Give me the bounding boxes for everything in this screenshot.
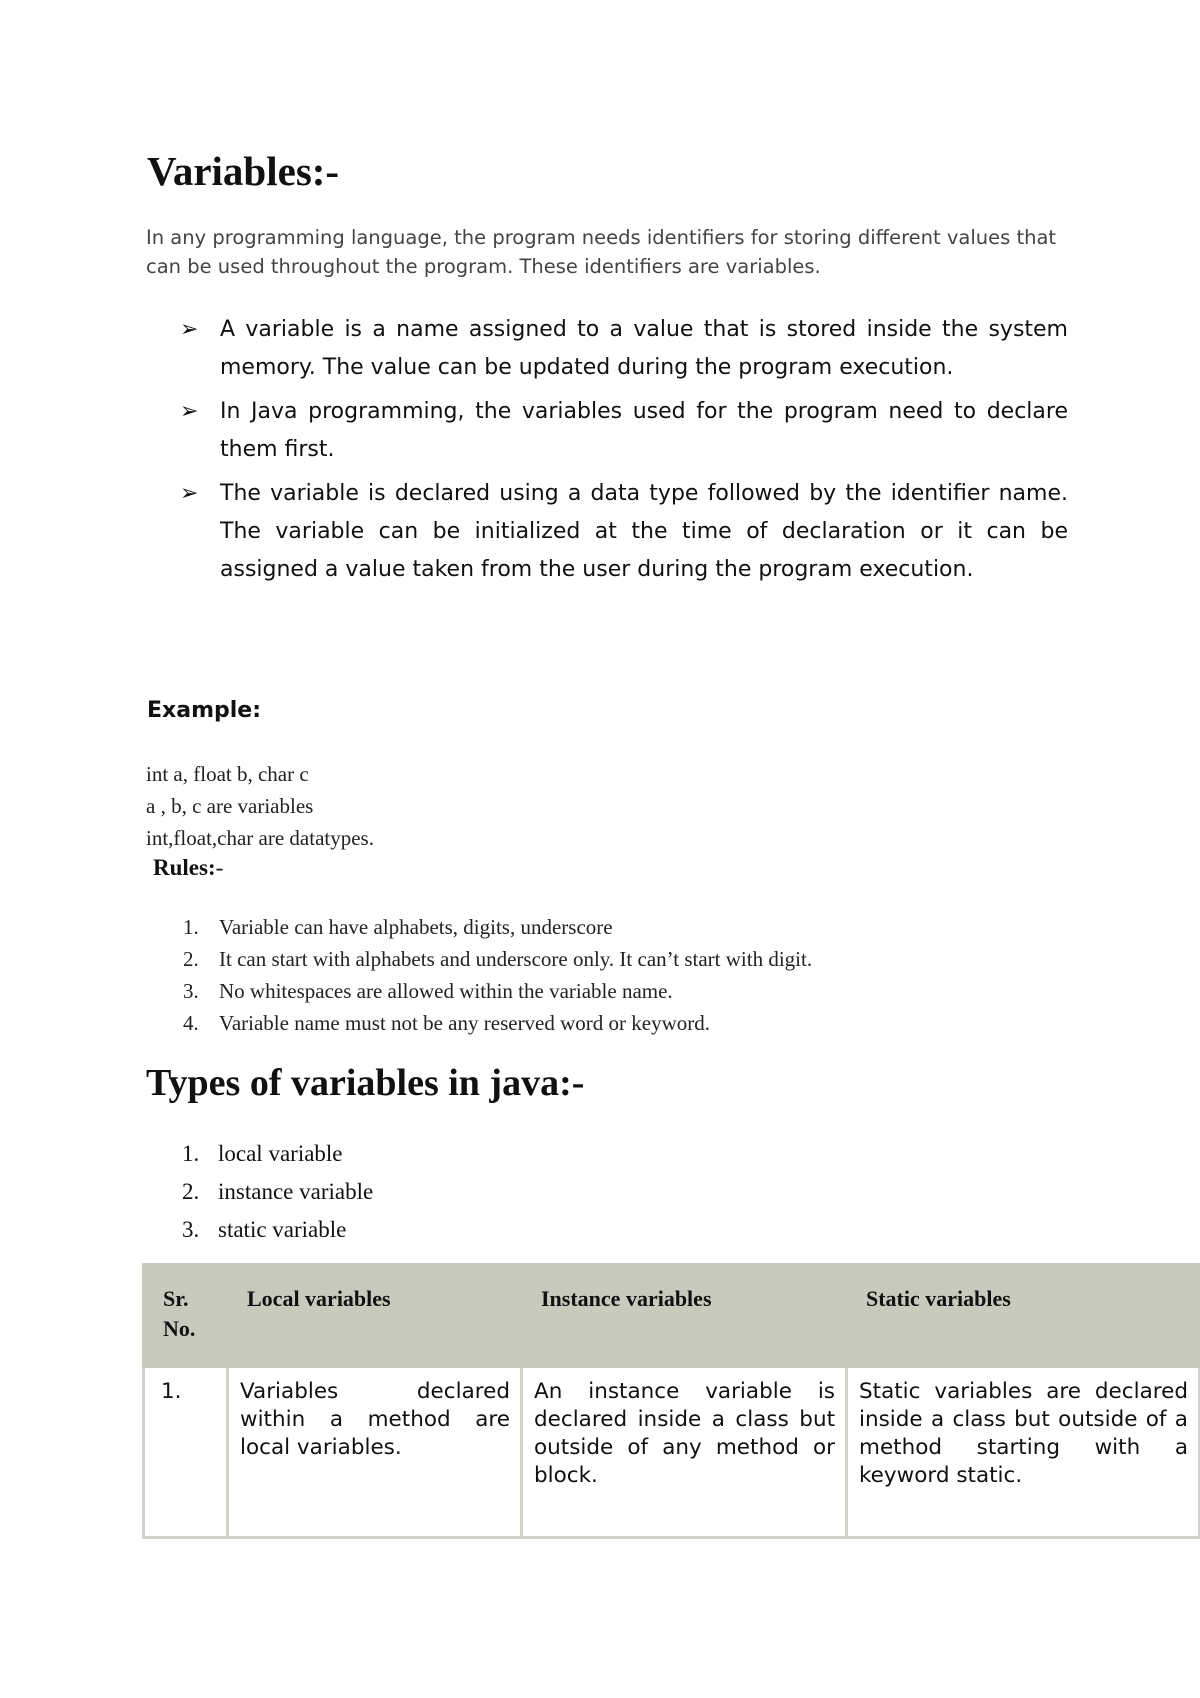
- type-item: 2. instance variable: [182, 1179, 374, 1204]
- rule-item: 1. Variable can have alphabets, digits, underscore: [183, 915, 613, 939]
- table-cell: An instance variable is declared inside a class but outside of any method or block.: [522, 1367, 847, 1538]
- type-item: 1. local variable: [182, 1141, 343, 1166]
- page-title: Variables:-: [147, 148, 340, 194]
- bullet-item: [180, 311, 1068, 387]
- table-header-cell: Static variables: [847, 1265, 1200, 1367]
- example-line: a , b, c are variables: [146, 794, 314, 818]
- table-header-cell: Instance variables: [522, 1265, 847, 1367]
- arrow-bullet-icon: ➢: [180, 317, 199, 342]
- arrow-bullet-icon: ➢: [180, 481, 199, 506]
- table-header-row: [144, 1265, 1200, 1367]
- bullet-text: In Java programming, the variables used for the program need to declare them first.: [220, 399, 1068, 462]
- type-text: local variable: [218, 1141, 343, 1166]
- bullet-item: [180, 393, 1068, 469]
- table-cell: Static variables are declared inside a class but outside of a method starting with a keyword static.: [847, 1367, 1200, 1538]
- example-heading: Example:: [147, 698, 261, 723]
- example-line: int,float,char are datatypes.: [146, 826, 374, 850]
- table-cell: Variables declared within a method are local variables.: [228, 1367, 522, 1538]
- types-list: [182, 1135, 373, 1249]
- type-text: instance variable: [218, 1179, 374, 1204]
- rule-item: 4. Variable name must not be any reserved word or keyword.: [183, 1011, 711, 1035]
- variables-comparison-table: [142, 1263, 1200, 1539]
- bullet-text: The variable is declared using a data type followed by the identifier name. The variable can be initialized at the time of declaration or it can be assigned a value taken from the user during the program execution.: [220, 481, 1068, 582]
- rules-heading-dash: -: [215, 855, 224, 880]
- example-block: [146, 758, 374, 854]
- types-heading: Types of variables in java:-: [146, 1062, 585, 1104]
- rules-list: [183, 911, 812, 1039]
- arrow-bullet-icon: ➢: [180, 399, 199, 424]
- table-header-cell: Sr. No.: [144, 1265, 228, 1367]
- type-text: static variable: [218, 1217, 347, 1242]
- rules-heading-text: Rules:: [153, 855, 216, 880]
- example-line: int a, float b, char c: [146, 762, 309, 786]
- intro-paragraph: In any programming language, the program needs identifiers for storing different values that can be used throughout the program. These identifiers are variables.: [146, 226, 1057, 278]
- variable-bullet-list: [180, 311, 1068, 595]
- rule-item: 3. No whitespaces are allowed within the variable name.: [183, 979, 673, 1003]
- rule-text: No whitespaces are allowed within the variable name.: [219, 979, 673, 1003]
- table-row: [144, 1367, 1200, 1538]
- bullet-text: A variable is a name assigned to a value that is stored inside the system memory. The value can be updated during the program execution.: [220, 317, 1068, 380]
- bullet-item: [180, 475, 1068, 589]
- rule-text: Variable can have alphabets, digits, underscore: [219, 915, 613, 939]
- type-item: 3. static variable: [182, 1217, 347, 1242]
- table-cell: 1.: [144, 1367, 228, 1538]
- rule-text: Variable name must not be any reserved word or keyword.: [219, 1011, 711, 1035]
- rules-heading: [153, 855, 223, 881]
- rule-item: 2. It can start with alphabets and underscore only. It can’t start with digit.: [183, 947, 813, 971]
- rule-text: It can start with alphabets and underscore only. It can’t start with digit.: [219, 947, 813, 971]
- table-header-cell: Local variables: [228, 1265, 522, 1367]
